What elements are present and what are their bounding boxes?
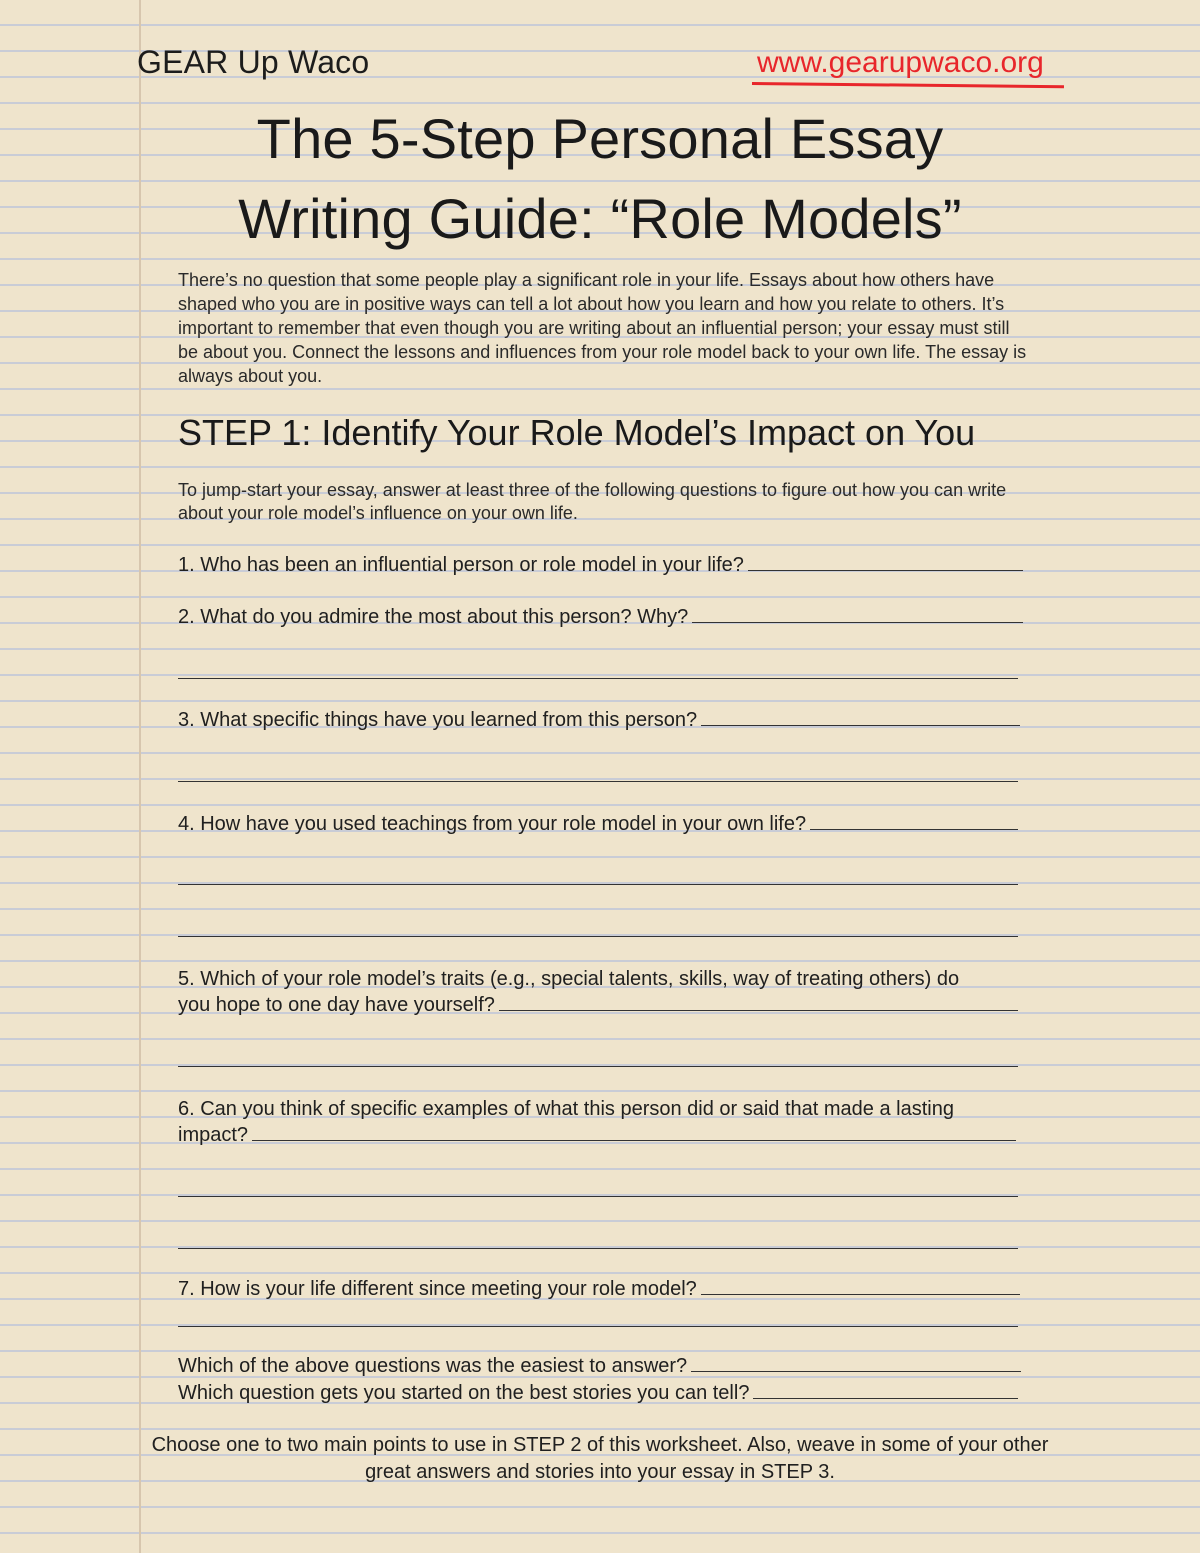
answer-4-line-2[interactable] [178,936,1018,937]
question-6 [178,1096,1023,1148]
answer-2-line[interactable] [178,678,1018,679]
answer-5-blank[interactable] [499,992,1018,1011]
question-1 [178,552,1023,578]
followup-best-stories-blank[interactable] [753,1380,1018,1399]
answer-3-blank[interactable] [701,707,1020,726]
question-7-text: 7. How is your life different since meeting your role model? [178,1278,697,1300]
page-title-line2: Writing Guide: “Role Models” [238,187,962,250]
page-title-line1: The 5-Step Personal Essay [256,107,944,170]
question-4 [178,811,1018,837]
answer-5-line[interactable] [178,1066,1018,1067]
step1-heading: STEP 1: Identify Your Role Model’s Impact on You [178,412,976,453]
closing-instructions: Choose one to two main points to use in STEP 2 of this worksheet. Also, weave in some of your other great answers and stories into your essay in STEP 3. [151,1434,1049,1483]
question-5-text-line1: 5. Which of your role model’s traits (e.g., special talents, skills, way of treating others) do [178,968,960,990]
brand-name: GEAR Up Waco [137,44,370,80]
followup-easiest [178,1353,1021,1379]
question-5 [178,966,1023,1018]
followup-best-stories [178,1380,1018,1406]
answer-1-blank[interactable] [748,552,1023,571]
followup-easiest-blank[interactable] [691,1353,1021,1372]
question-3-text: 3. What specific things have you learned from this person? [178,709,698,731]
step1-instructions: To jump-start your essay, answer at least three of the following questions to figure out how you can write about your role model’s influence on your own life. [178,480,1007,523]
question-4-text: 4. How have you used teachings from your role model in your own life? [178,813,807,835]
question-5-text-line2: you hope to one day have yourself? [178,994,495,1016]
intro-paragraph: There’s no question that some people play a significant role in your life. Essays about how others have shaped who you are in positive ways can tell a lot about how you learn and how you relate to others. It’s important to remember that even though you are writing about an influential person; your essay must still be about you. Connect the lessons and influences from your role model back to your own life. The essay is always about you. [178,270,1027,386]
followup-easiest-text: Which of the above questions was the easiest to answer? [178,1355,688,1377]
question-2-text: 2. What do you admire the most about this person? Why? [178,606,689,628]
question-2 [178,604,1023,630]
question-7 [178,1276,1020,1302]
website-underline [752,82,1064,88]
answer-7-blank[interactable] [701,1276,1020,1295]
answer-4-blank[interactable] [810,811,1018,830]
followup-best-stories-text: Which question gets you started on the best stories you can tell? [178,1382,750,1404]
question-6-text-line1: 6. Can you think of specific examples of what this person did or said that made a lasting [178,1098,954,1120]
answer-7-line[interactable] [178,1326,1018,1327]
website-link[interactable]: www.gearupwaco.org [757,46,1044,79]
answer-6-line-1[interactable] [178,1196,1018,1197]
question-6-text-line2: impact? [178,1124,249,1146]
question-1-text: 1. Who has been an influential person or role model in your life? [178,554,744,576]
answer-2-blank[interactable] [692,604,1023,623]
answer-3-line[interactable] [178,781,1018,782]
answer-4-line-1[interactable] [178,884,1018,885]
question-3 [178,707,1020,733]
answer-6-line-2[interactable] [178,1248,1018,1249]
answer-6-blank[interactable] [252,1122,1016,1141]
